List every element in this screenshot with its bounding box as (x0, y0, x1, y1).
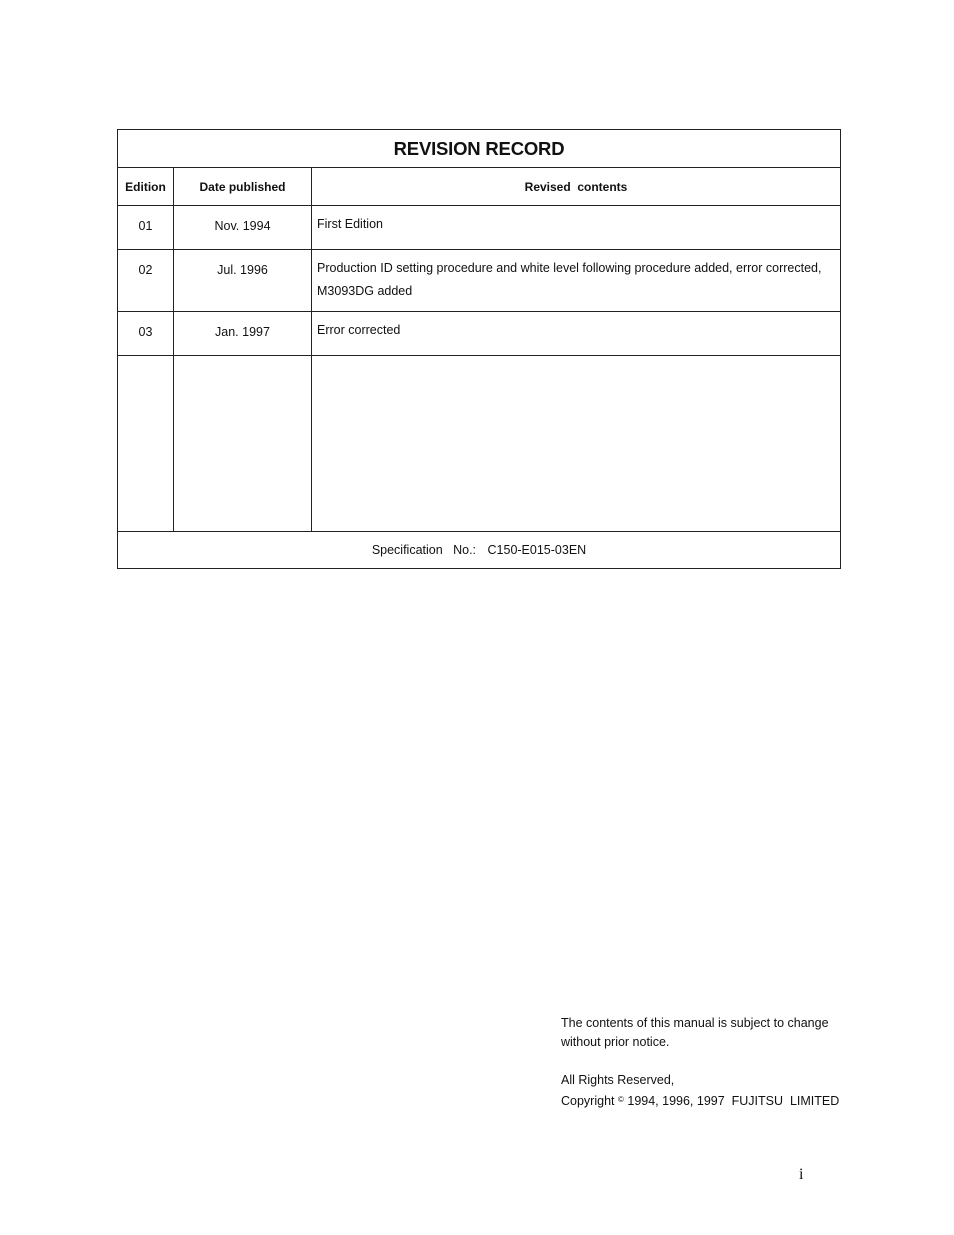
revision-record-table (117, 129, 841, 569)
edition-cell-empty (118, 356, 174, 532)
page-number: i (799, 1166, 804, 1183)
notice-line-1: The contents of this manual is subject to change (561, 1016, 829, 1030)
header-row (118, 168, 841, 206)
specification-number (118, 532, 841, 569)
edition-cell: 01 (118, 206, 174, 250)
date-cell: Jul. 1996 (174, 250, 312, 312)
spec-number: C150-E015-03EN (487, 543, 587, 557)
copyright-word: Copyright (561, 1094, 615, 1108)
revision-record-title: REVISION RECORD (118, 130, 841, 168)
edition-cell: 03 (118, 312, 174, 356)
contents-cell: Error corrected (312, 312, 841, 356)
date-cell: Jan. 1997 (174, 312, 312, 356)
table-row (118, 312, 841, 356)
rights-reserved: All Rights Reserved, (561, 1073, 675, 1087)
contents-cell: First Edition (312, 206, 841, 250)
header-revised-contents (312, 168, 841, 206)
edition-cell: 02 (118, 250, 174, 312)
empty-row (118, 356, 841, 532)
copyright-line (561, 1090, 851, 1111)
table-row (118, 250, 841, 312)
header-edition: Edition (118, 168, 174, 206)
header-revised-contents-label: Revised contents (524, 179, 628, 194)
contents-cell-empty (312, 356, 841, 532)
date-cell: Nov. 1994 (174, 206, 312, 250)
date-cell-empty (174, 356, 312, 532)
spec-label: Specification No.: (371, 543, 477, 557)
table-row (118, 206, 841, 250)
header-date-published: Date published (174, 168, 312, 206)
notice-line-2: without prior notice. (561, 1035, 670, 1049)
copyright-symbol: © (617, 1095, 624, 1104)
copyright-years-company: 1994, 1996, 1997 FUJITSU LIMITED (627, 1094, 840, 1108)
copyright-notice (561, 1014, 851, 1111)
contents-cell: Production ID setting procedure and white level following procedure added, error corrected, M3093DG added (312, 250, 841, 312)
